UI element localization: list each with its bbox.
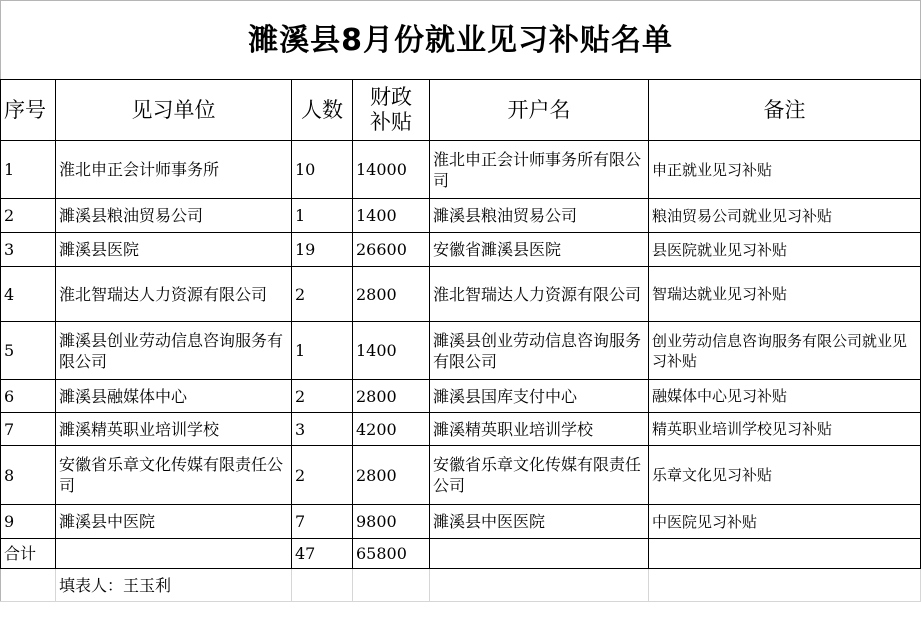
filler-cell[interactable]: 填表人：王玉利 [56,569,292,602]
cell-unit[interactable]: 濉溪县融媒体中心 [56,380,292,413]
footer-empty-cell[interactable] [649,569,921,602]
cell-note[interactable]: 精英职业培训学校见习补贴 [649,413,921,446]
table-row [1,141,921,199]
header-unit[interactable]: 见习单位 [56,80,292,141]
total-subsidy[interactable]: 65800 [353,539,430,569]
cell-subsidy[interactable]: 2800 [353,446,430,505]
cell-note[interactable]: 创业劳动信息咨询服务有限公司就业见习补贴 [649,322,921,380]
cell-account[interactable]: 濉溪县粮油贸易公司 [430,199,649,233]
cell-account[interactable]: 安徽省濉溪县医院 [430,233,649,267]
cell-subsidy[interactable]: 26600 [353,233,430,267]
cell-index[interactable]: 2 [1,199,56,233]
cell-subsidy[interactable]: 2800 [353,267,430,322]
table-row [1,267,921,322]
cell-index[interactable]: 6 [1,380,56,413]
cell-unit[interactable]: 濉溪县粮油贸易公司 [56,199,292,233]
table-row [1,199,921,233]
table-row [1,380,921,413]
footer-empty-cell[interactable] [1,569,56,602]
table-row [1,233,921,267]
header-subsidy-line1: 财政 [370,85,412,109]
cell-note[interactable]: 融媒体中心见习补贴 [649,380,921,413]
cell-index[interactable]: 7 [1,413,56,446]
total-row [1,539,921,569]
cell-subsidy[interactable]: 1400 [353,199,430,233]
table-row [1,322,921,380]
cell-subsidy[interactable]: 2800 [353,380,430,413]
cell-subsidy[interactable]: 1400 [353,322,430,380]
header-row [1,80,921,141]
cell-subsidy[interactable]: 4200 [353,413,430,446]
cell-count[interactable]: 10 [292,141,353,199]
cell-unit[interactable]: 濉溪县医院 [56,233,292,267]
cell-note[interactable]: 申正就业见习补贴 [649,141,921,199]
cell-note[interactable]: 县医院就业见习补贴 [649,233,921,267]
cell-count[interactable]: 1 [292,199,353,233]
table-row [1,505,921,539]
cell-unit[interactable]: 濉溪县创业劳动信息咨询服务有限公司 [56,322,292,380]
cell-count[interactable]: 2 [292,446,353,505]
cell-unit[interactable]: 淮北智瑞达人力资源有限公司 [56,267,292,322]
cell-unit[interactable]: 濉溪精英职业培训学校 [56,413,292,446]
footer-empty-cell[interactable] [353,569,430,602]
footer-row [1,569,921,602]
total-label[interactable]: 合计 [1,539,56,569]
cell-index[interactable]: 3 [1,233,56,267]
cell-account[interactable]: 濉溪精英职业培训学校 [430,413,649,446]
cell-account[interactable]: 安徽省乐章文化传媒有限责任公司 [430,446,649,505]
cell-account[interactable]: 淮北智瑞达人力资源有限公司 [430,267,649,322]
cell-index[interactable]: 5 [1,322,56,380]
footer-empty-cell[interactable] [292,569,353,602]
cell-count[interactable]: 1 [292,322,353,380]
total-count[interactable]: 47 [292,539,353,569]
total-note-empty[interactable] [649,539,921,569]
total-unit-empty[interactable] [56,539,292,569]
cell-note[interactable]: 中医院见习补贴 [649,505,921,539]
cell-unit[interactable]: 安徽省乐章文化传媒有限责任公司 [56,446,292,505]
cell-account[interactable]: 濉溪县国库支付中心 [430,380,649,413]
total-account-empty[interactable] [430,539,649,569]
header-count[interactable]: 人数 [292,80,353,141]
cell-account[interactable]: 濉溪县创业劳动信息咨询服务有限公司 [430,322,649,380]
cell-count[interactable]: 7 [292,505,353,539]
table-row [1,413,921,446]
header-account[interactable]: 开户名 [430,80,649,141]
table-row [1,446,921,505]
cell-count[interactable]: 2 [292,380,353,413]
header-note[interactable]: 备注 [649,80,921,141]
cell-subsidy[interactable]: 9800 [353,505,430,539]
page-title: 濉溪县8月份就业见习补贴名单 [1,1,921,80]
cell-unit[interactable]: 濉溪县中医院 [56,505,292,539]
header-subsidy-line2: 补贴 [370,110,412,134]
cell-unit[interactable]: 淮北申正会计师事务所 [56,141,292,199]
cell-note[interactable]: 智瑞达就业见习补贴 [649,267,921,322]
cell-count[interactable]: 19 [292,233,353,267]
cell-index[interactable]: 9 [1,505,56,539]
cell-count[interactable]: 3 [292,413,353,446]
cell-count[interactable]: 2 [292,267,353,322]
cell-index[interactable]: 1 [1,141,56,199]
cell-index[interactable]: 8 [1,446,56,505]
cell-account[interactable]: 淮北申正会计师事务所有限公司 [430,141,649,199]
cell-subsidy[interactable]: 14000 [353,141,430,199]
footer-empty-cell[interactable] [430,569,649,602]
cell-note[interactable]: 粮油贸易公司就业见习补贴 [649,199,921,233]
header-subsidy[interactable] [353,80,430,141]
header-index[interactable]: 序号 [1,80,56,141]
cell-index[interactable]: 4 [1,267,56,322]
title-row [1,1,921,80]
cell-account[interactable]: 濉溪县中医医院 [430,505,649,539]
cell-note[interactable]: 乐章文化见习补贴 [649,446,921,505]
